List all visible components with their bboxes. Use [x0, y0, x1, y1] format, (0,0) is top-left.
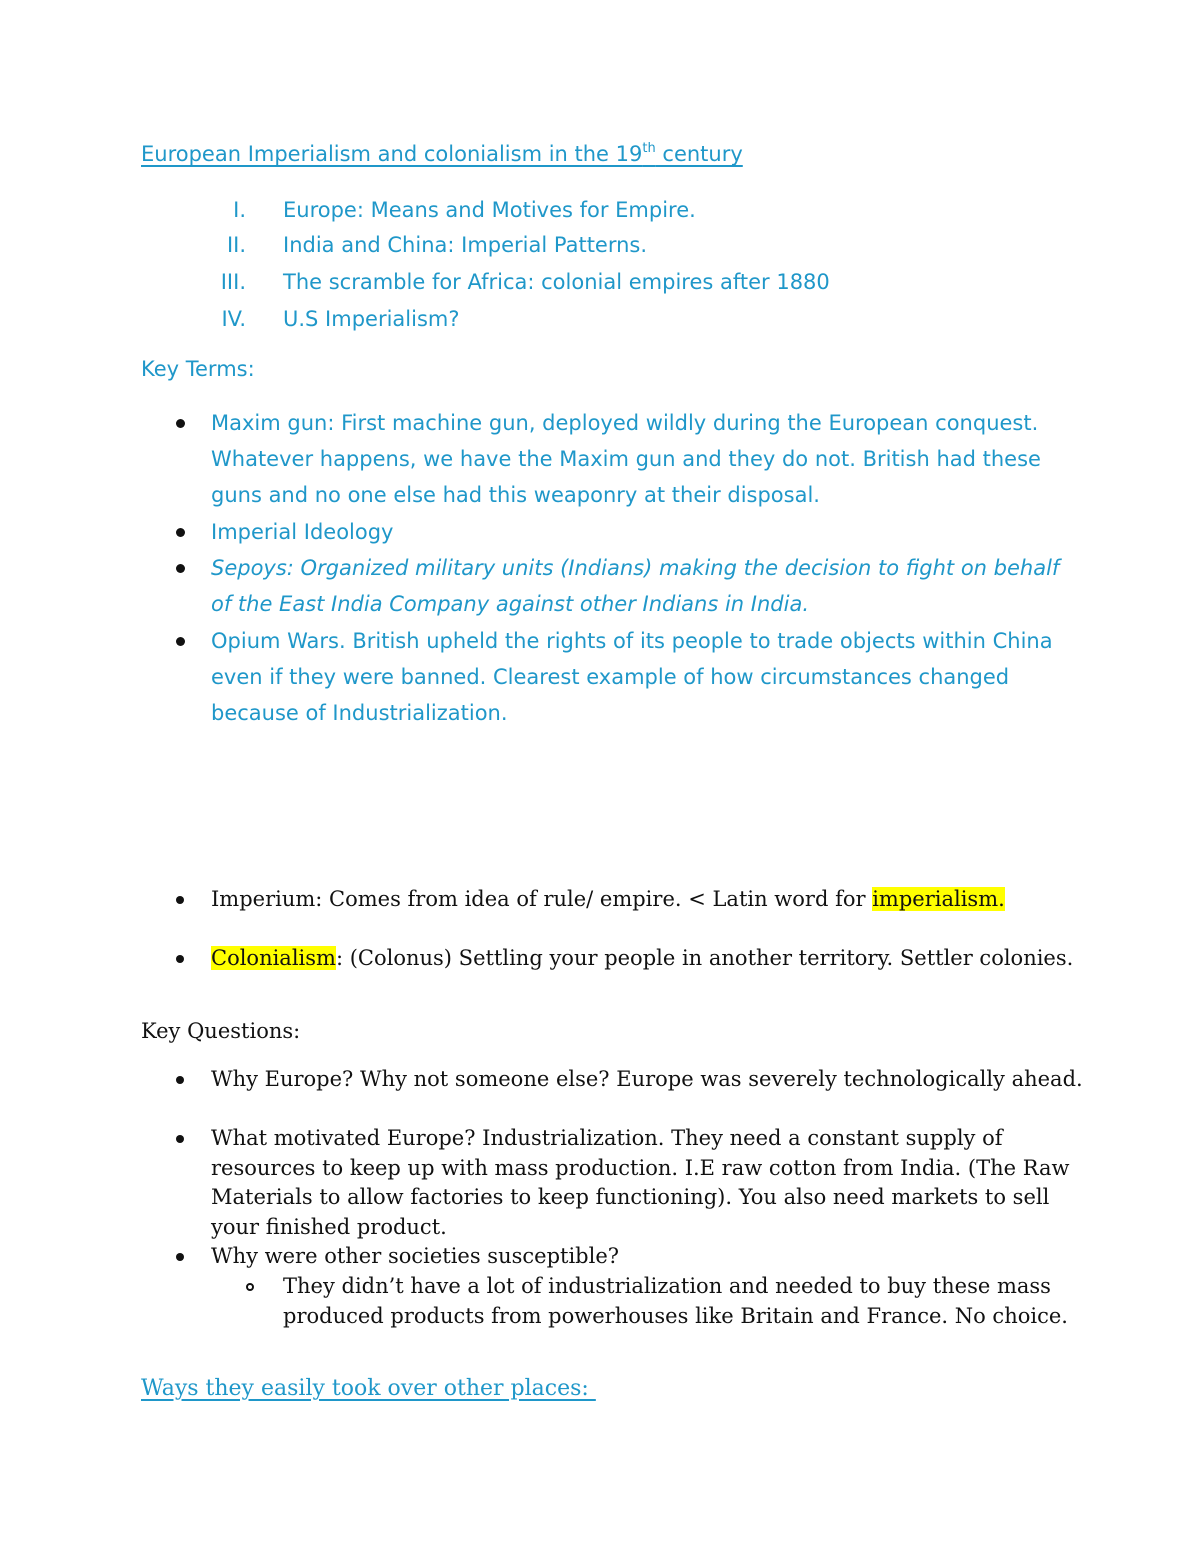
key-term-opium-wars: Opium Wars. British upheld the rights of its people to trade objects within China even if they were banned. Clearest example of how circumstances changed because of Industrialization. — [211, 629, 1053, 725]
bullet-icon — [176, 896, 184, 904]
outline-item-1 — [0, 198, 1200, 228]
title-superscript: th — [642, 141, 656, 156]
title-main: European Imperialism and colonialism in the 19 — [141, 142, 643, 166]
bullet-icon — [176, 564, 185, 573]
outline-item-4 — [0, 307, 1200, 337]
definition-text: : (Colonus) Settling your people in another territory. Settler colonies. — [335, 946, 1074, 970]
key-questions-heading: Key Questions: — [141, 1019, 301, 1043]
key-term-imperial-ideology: Imperial Ideology — [211, 520, 394, 544]
outline-text: U.S Imperialism? — [283, 307, 460, 331]
ways-heading: Ways they easily took over other places: — [141, 1376, 596, 1401]
outline-item-2 — [0, 233, 1200, 263]
outline-item-3 — [0, 270, 1200, 300]
document-title — [141, 142, 743, 166]
key-term-sepoys: Sepoys: Organized military units (Indians) making the decision to fight on behalf of the East India Company against other Indians in India. — [211, 556, 1060, 616]
outline-number: IV. — [221, 307, 246, 331]
sub-answer: They didn’t have a lot of industrialization and needed to buy these mass produced products from powerhouses like Britain and France. No choice. — [283, 1274, 1068, 1328]
bullet-icon — [176, 1135, 184, 1143]
bullet-icon — [176, 1076, 184, 1084]
key-terms-heading: Key Terms: — [141, 357, 255, 381]
key-question-why-europe: Why Europe? Why not someone else? Europe was severely technologically ahead. — [211, 1067, 1083, 1091]
highlighted-term: Colonialism — [211, 946, 336, 970]
outline-text: India and China: Imperial Patterns. — [283, 233, 648, 257]
outline-text: Europe: Means and Motives for Empire. — [283, 198, 696, 222]
bullet-icon — [176, 637, 185, 646]
outline-text: The scramble for Africa: colonial empires after 1880 — [283, 270, 830, 294]
highlighted-term: imperialism. — [872, 887, 1005, 911]
outline-number: III. — [220, 270, 246, 294]
title-tail: century — [655, 142, 743, 166]
key-question-motivation: What motivated Europe? Industrialization. They need a constant supply of resources to keep up with mass production. I.E raw cotton from India. (The Raw Materials to allow factories to keep functioning). You also need markets to sell your finished product. — [211, 1126, 1070, 1239]
definition-text: Imperium: Comes from idea of rule/ empire. < Latin word for — [211, 887, 873, 911]
bullet-icon — [176, 528, 185, 537]
bullet-icon — [176, 955, 184, 963]
bullet-icon — [176, 419, 185, 428]
definition-imperium — [211, 885, 1091, 915]
outline-number: I. — [233, 198, 246, 222]
key-term-maxim-gun: Maxim gun: First machine gun, deployed wildly during the European conquest. Whatever happens, we have the Maxim gun and they do not. British had these guns and no one else had this weaponry at their disposal. — [211, 411, 1041, 507]
bullet-icon — [176, 1253, 184, 1261]
definition-colonialism — [211, 944, 1091, 974]
hollow-bullet-icon — [246, 1283, 254, 1291]
outline-number: II. — [226, 233, 246, 257]
key-question-susceptible: Why were other societies susceptible? — [211, 1244, 620, 1268]
